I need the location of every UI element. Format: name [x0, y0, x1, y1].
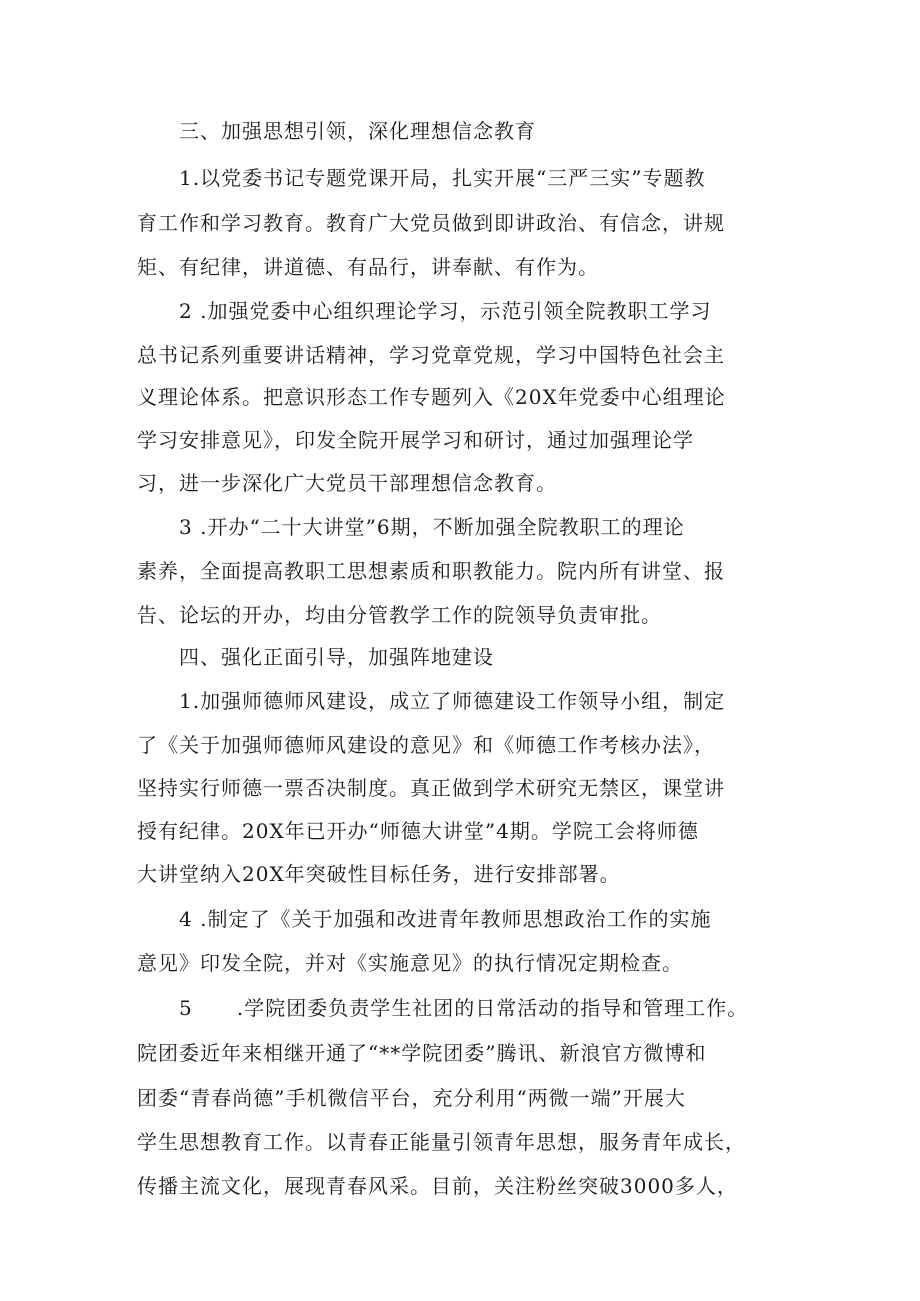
paragraph-line: 4 .制定了《关于加强和改进青年教师思想政治工作的实施	[179, 907, 712, 931]
paragraph-line: 2 .加强党委中心组织理论学习，示范引领全院教职工学习	[179, 299, 712, 323]
paragraph-line: 5 .学院团委负责学生社团的日常活动的指导和管理工作。	[179, 996, 749, 1020]
paragraph-line: 习，进一步深化广大党员干部理想信念教育。	[137, 471, 557, 495]
paragraph-line: 素养，全面提高教职工思想素质和职教能力。院内所有讲堂、报	[137, 559, 725, 583]
paragraph-line: 1.加强师德师风建设，成立了师德建设工作领导小组，制定	[179, 689, 726, 713]
paragraph-line: 授有纪律。20X年已开办“师德大讲堂”4期。学院工会将师德	[137, 819, 699, 843]
paragraph-line: 传播主流文化，展现青春风采。目前，关注粉丝突破3000多人，	[137, 1174, 738, 1198]
section-heading-4: 四、强化正面引导，加强阵地建设	[179, 645, 494, 669]
paragraph-line: 育工作和学习教育。教育广大党员做到即讲政治、有信念，讲规	[137, 211, 725, 235]
paragraph-line: 团委“青春尚德”手机微信平台，充分利用“两微一端”开展大	[137, 1086, 686, 1110]
paragraph-line: 告、论坛的开办，均由分管教学工作的院领导负责审批。	[137, 603, 662, 627]
paragraph-line: 义理论体系。把意识形态工作专题列入《20X年党委中心组理论	[137, 385, 726, 409]
paragraph-line: 大讲堂纳入20X年突破性目标任务，进行安排部署。	[137, 862, 621, 886]
paragraph-line: 总书记系列重要讲话精神，学习党章党规，学习中国特色社会主	[137, 343, 725, 367]
paragraph-line: 1.以党委书记专题党课开局，扎实开展“三严三实”专题教	[179, 166, 706, 190]
paragraph-line: 院团委近年来相继开通了“**学院团委”腾讯、新浪官方微博和	[137, 1041, 707, 1065]
paragraph-line: 坚持实行师德一票否决制度。真正做到学术研究无禁区，课堂讲	[137, 776, 725, 800]
paragraph-line: 矩、有纪律，讲道德、有品行，讲奉献、有作为。	[137, 255, 599, 279]
paragraph-line: 学习安排意见》，印发全院开展学习和研讨，通过加强理论学	[137, 428, 694, 452]
paragraph-line: 3 .开办“二十大讲堂”6期，不断加强全院教职工的理论	[179, 515, 685, 539]
paragraph-line: 了《关于加强师德师风建设的意见》和《师德工作考核办法》，	[137, 733, 715, 757]
paragraph-line: 意见》印发全院，并对《实施意见》的执行情况定期检查。	[137, 951, 683, 975]
section-heading-3: 三、加强思想引领，深化理想信念教育	[179, 119, 536, 143]
paragraph-line: 学生思想教育工作。以青春正能量引领青年思想，服务青年成长，	[137, 1130, 746, 1154]
